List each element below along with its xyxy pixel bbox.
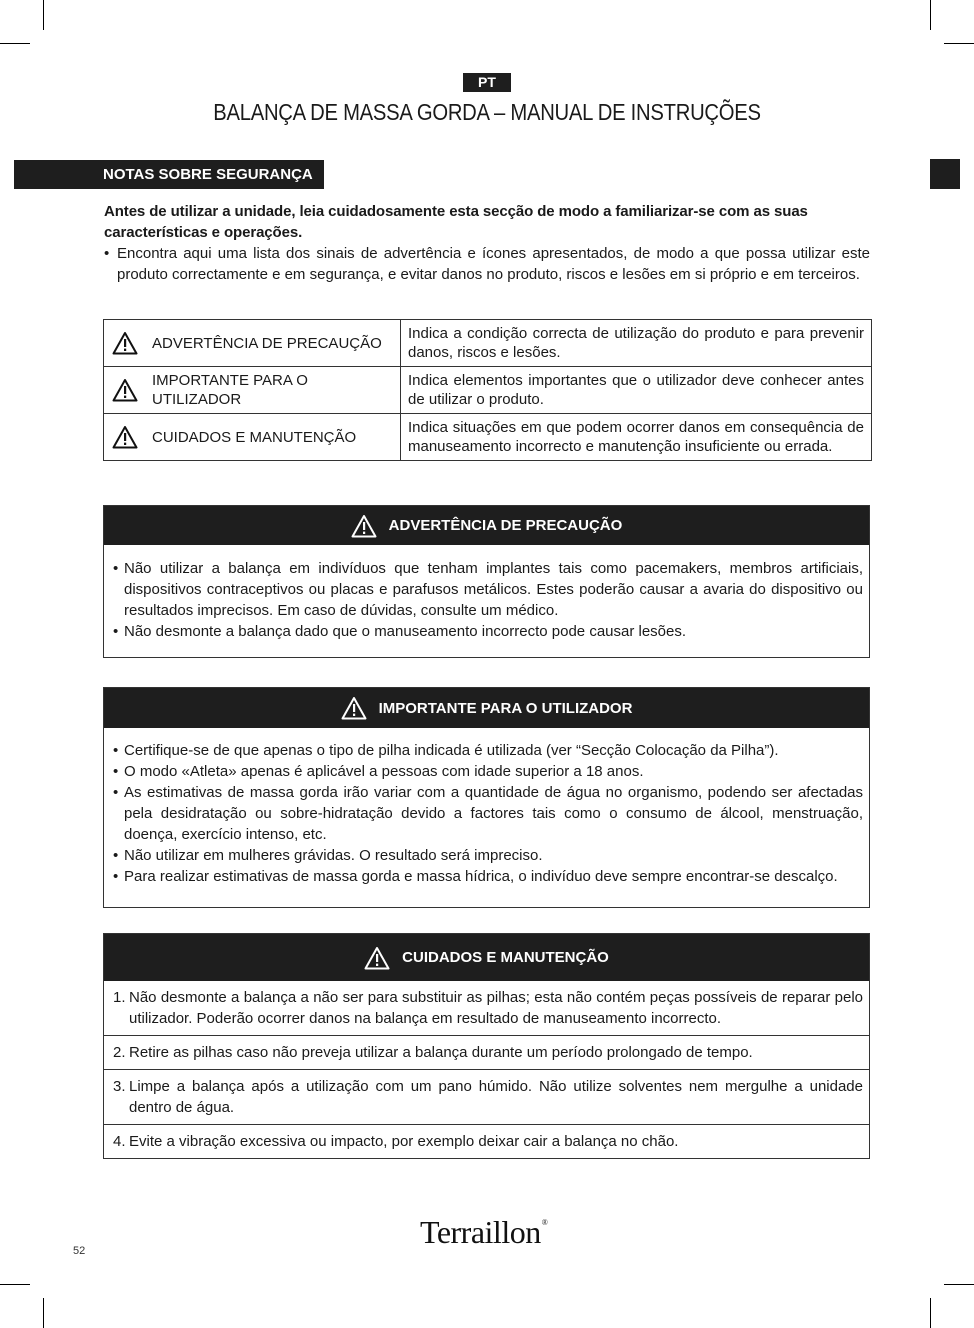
- crop-mark: [43, 1298, 44, 1328]
- intro-lead: Antes de utilizar a unidade, leia cuidadosamente esta secção de modo a familiarizar-se com as suas características e operações.: [104, 203, 808, 241]
- intro-bullet: • Encontra aqui uma lista dos sinais de advertência e ícones apresentados, de modo a que possa utilizar este produto correctamente e em segurança, e evitar danos no produto, riscos e lesões em si próprio e em terceiros.: [104, 245, 870, 283]
- care-box-header: [104, 934, 869, 981]
- warning-triangle-icon: [112, 425, 138, 449]
- care-box: [103, 933, 870, 1159]
- legend-desc: Indica situações em que podem ocorrer danos em consequência de manuseamento incorrecto e manutenção insuficiente ou errada.: [401, 414, 872, 461]
- crop-mark: [944, 43, 974, 44]
- caution-item: • Não desmonte a balança dado que o manuseamento incorrecto pode causar lesões.: [113, 623, 687, 640]
- legend-desc: Indica elementos importantes que o utilizador deve conhecer antes de utilizar o produto.: [401, 367, 872, 414]
- caution-box: [103, 505, 870, 658]
- brand-logo: Terraillon®: [420, 1214, 548, 1250]
- care-item: 4. Evite a vibração excessiva ou impacto, por exemplo deixar cair a balança no chão.: [104, 1124, 869, 1158]
- language-tag: PT: [463, 73, 511, 92]
- legend-row: [104, 414, 872, 461]
- intro: [104, 201, 870, 285]
- crop-mark: [0, 43, 30, 44]
- important-title: IMPORTANTE PARA O UTILIZADOR: [378, 699, 633, 717]
- important-item: • O modo «Atleta» apenas é aplicável a pessoas com idade superior a 18 anos.: [113, 763, 644, 780]
- care-item: 3. Limpe a balança após a utilização com um pano húmido. Não utilize solventes nem mergulhe a unidade dentro de água.: [104, 1069, 869, 1124]
- legend-desc: Indica a condição correcta de utilização do produto e para prevenir danos, riscos e lesões.: [401, 320, 872, 367]
- legend-label: CUIDADOS E MANUTENÇÃO: [152, 428, 357, 446]
- important-item: • As estimativas de massa gorda irão variar com a quantidade de água no organismo, podendo ser afectadas pela desidratação ou sobre-hidratação devido a factores tais como o consumo de álcool, menstruação, doença, exercício intenso, etc.: [113, 784, 863, 843]
- crop-mark: [43, 0, 44, 30]
- section-heading: NOTAS SOBRE SEGURANÇA: [14, 160, 324, 189]
- legend-table: [103, 319, 872, 461]
- warning-triangle-icon: [112, 378, 138, 402]
- legend-label: IMPORTANTE PARA O UTILIZADOR: [152, 372, 308, 408]
- care-title: CUIDADOS E MANUTENÇÃO: [402, 949, 609, 966]
- important-item: • Para realizar estimativas de massa gorda e massa hídrica, o indivíduo deve sempre encontrar-se descalço.: [113, 868, 838, 885]
- warning-triangle-icon: [341, 696, 367, 720]
- caution-title: ADVERTÊNCIA DE PRECAUÇÃO: [388, 517, 623, 534]
- care-item: 1. Não desmonte a balança a não ser para substituir as pilhas; esta não contém peças possíveis de reparar pelo utilizador. Poderão ocorrer danos na balança em resultado de manuseamento incorrecto.: [113, 989, 863, 1027]
- important-item: • Certifique-se de que apenas o tipo de pilha indicada é utilizada (ver “Secção Colocação da Pilha”).: [113, 742, 779, 759]
- important-box-header: [104, 688, 869, 728]
- legend-label: ADVERTÊNCIA DE PRECAUÇÃO: [152, 334, 382, 352]
- page-title: BALANÇA DE MASSA GORDA – MANUAL DE INSTRUÇÕES: [213, 99, 761, 125]
- caution-box-header: [104, 506, 869, 545]
- crop-mark: [944, 1284, 974, 1285]
- side-tab-marker: [930, 159, 960, 189]
- caution-item: • Não utilizar a balança em indivíduos que tenham implantes tais como pacemakers, membros artificiais, dispositivos contraceptivos ou placas e parafusos metálicos. Estes poderão causar a avaria do dispositivo ou resultados imprecisos. Em caso de dúvidas, consulte um médico.: [113, 560, 863, 619]
- care-item: 2. Retire as pilhas caso não preveja utilizar a balança durante um período prolongado de tempo.: [104, 1035, 869, 1069]
- crop-mark: [930, 0, 931, 30]
- important-box: [103, 687, 870, 908]
- page-number: 52: [73, 1245, 86, 1257]
- legend-row: [104, 367, 872, 414]
- crop-mark: [0, 1284, 30, 1285]
- warning-triangle-icon: [112, 331, 138, 355]
- warning-triangle-icon: [351, 514, 377, 538]
- warning-triangle-icon: [364, 946, 390, 970]
- important-item: • Não utilizar em mulheres grávidas. O resultado será impreciso.: [113, 847, 543, 864]
- legend-row: [104, 320, 872, 367]
- crop-mark: [930, 1298, 931, 1328]
- intro-bullet-text: Encontra aqui uma lista dos sinais de advertência e ícones apresentados, de modo a que possa utilizar este produto correctamente e em segurança, e evitar danos no produto, riscos e lesões em si próprio e em terceiros.: [117, 245, 870, 283]
